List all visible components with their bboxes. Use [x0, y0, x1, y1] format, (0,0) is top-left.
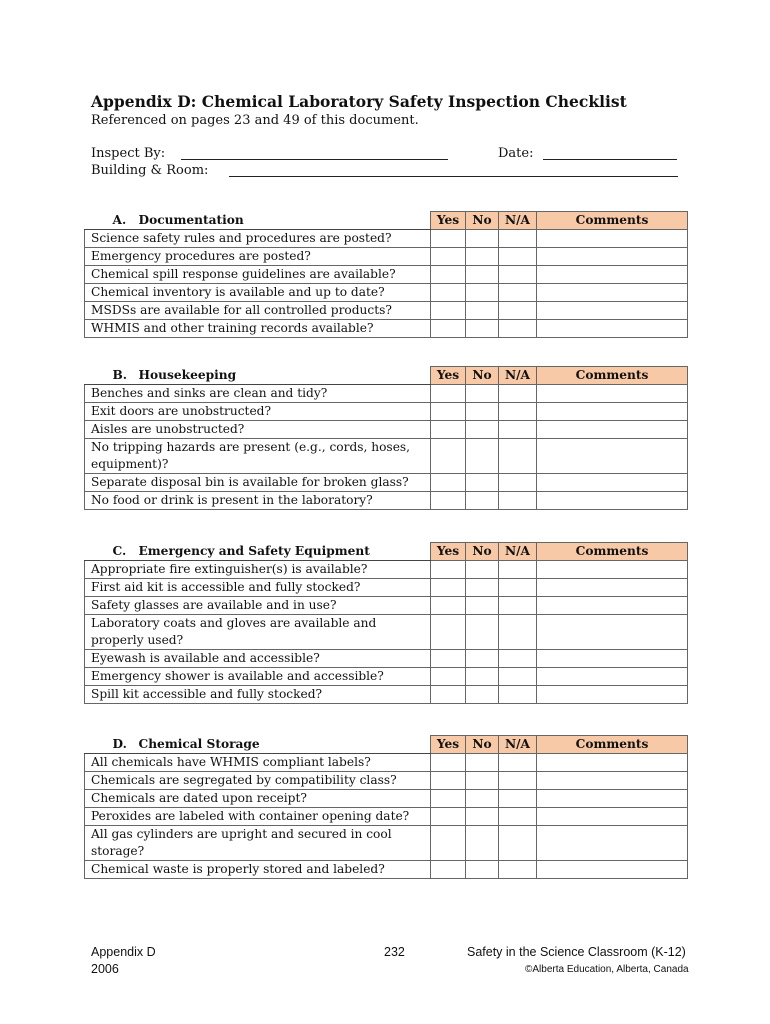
table-row: [85, 320, 688, 338]
na-column-header: N/A: [499, 367, 537, 385]
section-title: [85, 543, 431, 561]
yes-cell[interactable]: [431, 320, 466, 338]
yes-cell[interactable]: [431, 248, 466, 266]
table-row: [85, 421, 688, 439]
comments-cell[interactable]: [537, 284, 688, 302]
no-cell[interactable]: [466, 826, 499, 861]
no-cell[interactable]: [466, 561, 499, 579]
section-letter: C.: [112, 543, 127, 558]
no-cell[interactable]: [466, 772, 499, 790]
yes-cell[interactable]: [431, 474, 466, 492]
yes-cell[interactable]: [431, 421, 466, 439]
checklist-question: Aisles are unobstructed?: [85, 421, 431, 439]
na-cell[interactable]: [499, 861, 537, 879]
no-cell[interactable]: [466, 686, 499, 704]
section-header-row: [85, 736, 688, 754]
section-name: Chemical Storage: [138, 736, 260, 751]
checklist-question: Emergency shower is available and accessible?: [85, 668, 431, 686]
na-cell[interactable]: [499, 284, 537, 302]
no-cell[interactable]: [466, 230, 499, 248]
na-column-header: N/A: [499, 212, 537, 230]
inspect-by-field[interactable]: [181, 159, 448, 160]
checklist-question: MSDSs are available for all controlled products?: [85, 302, 431, 320]
checklist-table-emergency-and-safety-equipment: [84, 542, 688, 704]
section-header-row: [85, 367, 688, 385]
na-cell[interactable]: [499, 439, 537, 474]
na-cell[interactable]: [499, 385, 537, 403]
table-row: [85, 284, 688, 302]
checklist-table-housekeeping: [84, 366, 688, 510]
date-field[interactable]: [543, 159, 677, 160]
table-row: [85, 439, 688, 474]
comments-cell[interactable]: [537, 615, 688, 650]
comments-column-header: Comments: [537, 212, 688, 230]
comments-cell[interactable]: [537, 230, 688, 248]
yes-cell[interactable]: [431, 492, 466, 510]
na-cell[interactable]: [499, 668, 537, 686]
comments-cell[interactable]: [537, 474, 688, 492]
checklist-question: WHMIS and other training records available?: [85, 320, 431, 338]
no-cell[interactable]: [466, 668, 499, 686]
table-row: [85, 230, 688, 248]
comments-column-header: Comments: [537, 543, 688, 561]
footer-copyright: ©Alberta Education, Alberta, Canada: [525, 964, 689, 975]
no-cell[interactable]: [466, 861, 499, 879]
na-cell[interactable]: [499, 754, 537, 772]
table-row: [85, 248, 688, 266]
na-cell[interactable]: [499, 230, 537, 248]
table-row: [85, 808, 688, 826]
yes-cell[interactable]: [431, 230, 466, 248]
checklist-question: Chemical inventory is available and up to date?: [85, 284, 431, 302]
comments-cell[interactable]: [537, 686, 688, 704]
comments-cell[interactable]: [537, 668, 688, 686]
yes-column-header: Yes: [431, 543, 466, 561]
na-cell[interactable]: [499, 248, 537, 266]
comments-cell[interactable]: [537, 597, 688, 615]
inspect-by-label: Inspect By:: [91, 146, 166, 161]
comments-cell[interactable]: [537, 302, 688, 320]
section-name: Documentation: [138, 212, 244, 227]
yes-column-header: Yes: [431, 212, 466, 230]
comments-cell[interactable]: [537, 772, 688, 790]
no-cell[interactable]: [466, 266, 499, 284]
table-row: [85, 754, 688, 772]
checklist-question: Chemical waste is properly stored and labeled?: [85, 861, 431, 879]
checklist-question: Peroxides are labeled with container opening date?: [85, 808, 431, 826]
comments-cell[interactable]: [537, 861, 688, 879]
section-letter: D.: [112, 736, 127, 751]
table-row: [85, 615, 688, 650]
yes-cell[interactable]: [431, 439, 466, 474]
checklist-question: Chemicals are segregated by compatibility class?: [85, 772, 431, 790]
na-cell[interactable]: [499, 790, 537, 808]
footer-year: 2006: [91, 962, 119, 976]
table-row: [85, 861, 688, 879]
yes-cell[interactable]: [431, 826, 466, 861]
document-subtitle: Referenced on pages 23 and 49 of this document.: [91, 113, 419, 128]
checklist-question: Science safety rules and procedures are posted?: [85, 230, 431, 248]
yes-cell[interactable]: [431, 561, 466, 579]
no-cell[interactable]: [466, 284, 499, 302]
comments-cell[interactable]: [537, 650, 688, 668]
section-letter: B.: [112, 367, 128, 382]
no-column-header: No: [466, 367, 499, 385]
no-column-header: No: [466, 212, 499, 230]
checklist-question: All gas cylinders are upright and secured in cool storage?: [85, 826, 431, 861]
comments-column-header: Comments: [537, 736, 688, 754]
table-row: [85, 302, 688, 320]
no-cell[interactable]: [466, 403, 499, 421]
comments-cell[interactable]: [537, 579, 688, 597]
no-cell[interactable]: [466, 615, 499, 650]
section-header-row: [85, 212, 688, 230]
document-title: Appendix D: Chemical Laboratory Safety Inspection Checklist: [91, 92, 627, 111]
no-cell[interactable]: [466, 492, 499, 510]
no-cell[interactable]: [466, 474, 499, 492]
table-row: [85, 579, 688, 597]
na-cell[interactable]: [499, 403, 537, 421]
na-cell[interactable]: [499, 320, 537, 338]
no-cell[interactable]: [466, 597, 499, 615]
yes-cell[interactable]: [431, 790, 466, 808]
na-cell[interactable]: [499, 561, 537, 579]
comments-cell[interactable]: [537, 439, 688, 474]
no-cell[interactable]: [466, 754, 499, 772]
yes-cell[interactable]: [431, 668, 466, 686]
comments-cell[interactable]: [537, 248, 688, 266]
yes-cell[interactable]: [431, 615, 466, 650]
yes-column-header: Yes: [431, 367, 466, 385]
checklist-question: No food or drink is present in the laboratory?: [85, 492, 431, 510]
checklist-question: Benches and sinks are clean and tidy?: [85, 385, 431, 403]
no-cell[interactable]: [466, 439, 499, 474]
no-cell[interactable]: [466, 385, 499, 403]
footer-appendix: Appendix D: [91, 945, 156, 959]
no-column-header: No: [466, 736, 499, 754]
checklist-question: First aid kit is accessible and fully stocked?: [85, 579, 431, 597]
table-row: [85, 403, 688, 421]
table-row: [85, 474, 688, 492]
na-cell[interactable]: [499, 421, 537, 439]
comments-cell[interactable]: [537, 826, 688, 861]
checklist-table-documentation: [84, 211, 688, 338]
comments-cell[interactable]: [537, 808, 688, 826]
na-cell[interactable]: [499, 597, 537, 615]
na-cell[interactable]: [499, 579, 537, 597]
checklist-question: Safety glasses are available and in use?: [85, 597, 431, 615]
checklist-question: Exit doors are unobstructed?: [85, 403, 431, 421]
checklist-question: Chemical spill response guidelines are available?: [85, 266, 431, 284]
yes-cell[interactable]: [431, 686, 466, 704]
yes-cell[interactable]: [431, 861, 466, 879]
na-cell[interactable]: [499, 826, 537, 861]
page-number: 232: [384, 945, 405, 959]
na-column-header: N/A: [499, 543, 537, 561]
na-cell[interactable]: [499, 266, 537, 284]
no-cell[interactable]: [466, 808, 499, 826]
comments-cell[interactable]: [537, 790, 688, 808]
table-row: [85, 492, 688, 510]
section-letter: A.: [112, 212, 127, 227]
checklist-question: Chemicals are dated upon receipt?: [85, 790, 431, 808]
section-name: Housekeeping: [138, 367, 237, 382]
na-cell[interactable]: [499, 772, 537, 790]
checklist-question: Appropriate fire extinguisher(s) is available?: [85, 561, 431, 579]
na-cell[interactable]: [499, 650, 537, 668]
yes-cell[interactable]: [431, 772, 466, 790]
yes-cell[interactable]: [431, 754, 466, 772]
na-cell[interactable]: [499, 808, 537, 826]
table-row: [85, 561, 688, 579]
table-row: [85, 686, 688, 704]
checklist-question: Laboratory coats and gloves are available and properly used?: [85, 615, 431, 650]
checklist-question: Emergency procedures are posted?: [85, 248, 431, 266]
comments-cell[interactable]: [537, 754, 688, 772]
comments-cell[interactable]: [537, 266, 688, 284]
checklist-question: All chemicals have WHMIS compliant labels?: [85, 754, 431, 772]
no-cell[interactable]: [466, 320, 499, 338]
no-cell[interactable]: [466, 579, 499, 597]
date-label: Date:: [498, 146, 534, 161]
table-row: [85, 772, 688, 790]
checklist-question: Separate disposal bin is available for broken glass?: [85, 474, 431, 492]
table-row: [85, 668, 688, 686]
no-cell[interactable]: [466, 650, 499, 668]
yes-cell[interactable]: [431, 650, 466, 668]
na-cell[interactable]: [499, 686, 537, 704]
section-header-row: [85, 543, 688, 561]
building-room-label: Building & Room:: [91, 163, 209, 178]
comments-column-header: Comments: [537, 367, 688, 385]
table-row: [85, 266, 688, 284]
yes-cell[interactable]: [431, 302, 466, 320]
no-cell[interactable]: [466, 302, 499, 320]
table-row: [85, 650, 688, 668]
yes-cell[interactable]: [431, 579, 466, 597]
checklist-question: No tripping hazards are present (e.g., cords, hoses, equipment)?: [85, 439, 431, 474]
na-cell[interactable]: [499, 615, 537, 650]
yes-cell[interactable]: [431, 266, 466, 284]
section-title: [85, 736, 431, 754]
table-row: [85, 385, 688, 403]
no-column-header: No: [466, 543, 499, 561]
comments-cell[interactable]: [537, 421, 688, 439]
section-title: [85, 212, 431, 230]
comments-cell[interactable]: [537, 385, 688, 403]
yes-cell[interactable]: [431, 385, 466, 403]
na-cell[interactable]: [499, 474, 537, 492]
yes-cell[interactable]: [431, 597, 466, 615]
no-cell[interactable]: [466, 790, 499, 808]
checklist-question: Spill kit accessible and fully stocked?: [85, 686, 431, 704]
comments-cell[interactable]: [537, 320, 688, 338]
footer-publication: Safety in the Science Classroom (K-12): [467, 945, 686, 959]
na-column-header: N/A: [499, 736, 537, 754]
yes-cell[interactable]: [431, 808, 466, 826]
yes-column-header: Yes: [431, 736, 466, 754]
na-cell[interactable]: [499, 302, 537, 320]
section-title: [85, 367, 431, 385]
building-room-field[interactable]: [229, 176, 678, 177]
comments-cell[interactable]: [537, 492, 688, 510]
checklist-question: Eyewash is available and accessible?: [85, 650, 431, 668]
yes-cell[interactable]: [431, 403, 466, 421]
table-row: [85, 826, 688, 861]
comments-cell[interactable]: [537, 403, 688, 421]
table-row: [85, 790, 688, 808]
na-cell[interactable]: [499, 492, 537, 510]
comments-cell[interactable]: [537, 561, 688, 579]
no-cell[interactable]: [466, 421, 499, 439]
yes-cell[interactable]: [431, 284, 466, 302]
no-cell[interactable]: [466, 248, 499, 266]
table-row: [85, 597, 688, 615]
section-name: Emergency and Safety Equipment: [138, 543, 370, 558]
checklist-table-chemical-storage: [84, 735, 688, 879]
